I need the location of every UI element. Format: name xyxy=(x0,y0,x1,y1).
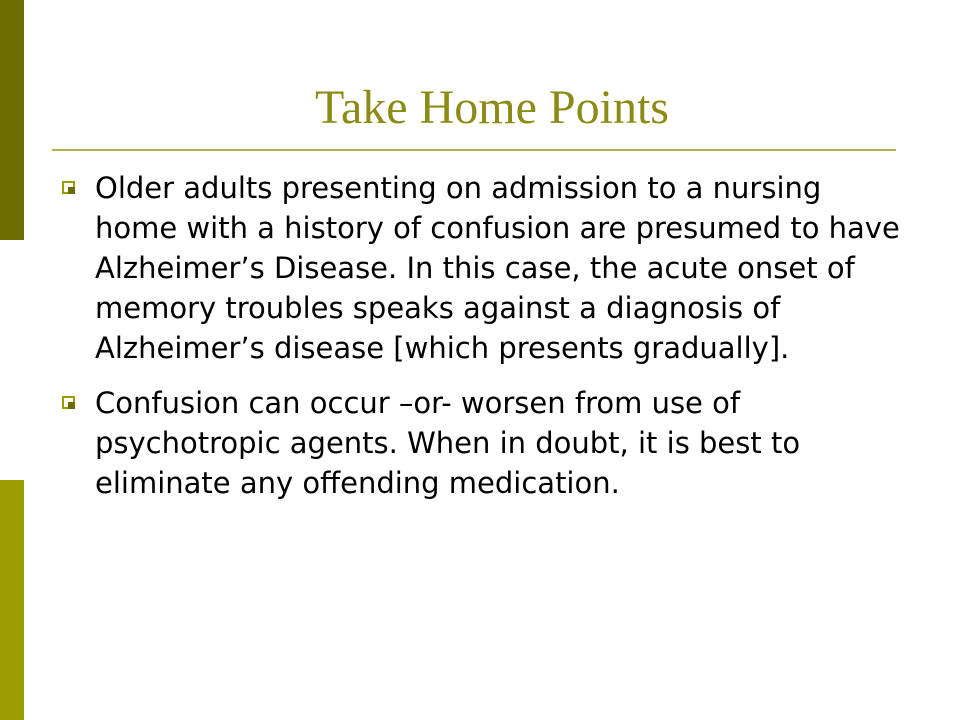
slide-title: Take Home Points xyxy=(315,81,669,134)
bullet-text: Older adults presenting on admission to a nursing home with a history of confusion are presumed to have Alzheimer’s Disease. In this case, the acute onset of memory troubles speaks against a diagnosis of Alzheimer’s disease [which presents gradually]. xyxy=(95,171,900,365)
bullet-text: Confusion can occur –or- worsen from use of psychotropic agents. When in doubt, it is best to eliminate any offending medication. xyxy=(95,386,801,500)
bullet-item xyxy=(60,383,910,503)
sidebar-middle-segment xyxy=(0,240,24,480)
sidebar-bottom-segment xyxy=(0,480,24,720)
decorative-sidebar xyxy=(0,0,24,720)
square-bullet-icon xyxy=(62,396,75,409)
square-bullet-icon xyxy=(62,181,75,194)
bullet-item xyxy=(60,168,910,368)
sidebar-top-segment xyxy=(0,0,24,240)
bullet-list xyxy=(60,168,910,518)
title-divider xyxy=(52,149,896,151)
